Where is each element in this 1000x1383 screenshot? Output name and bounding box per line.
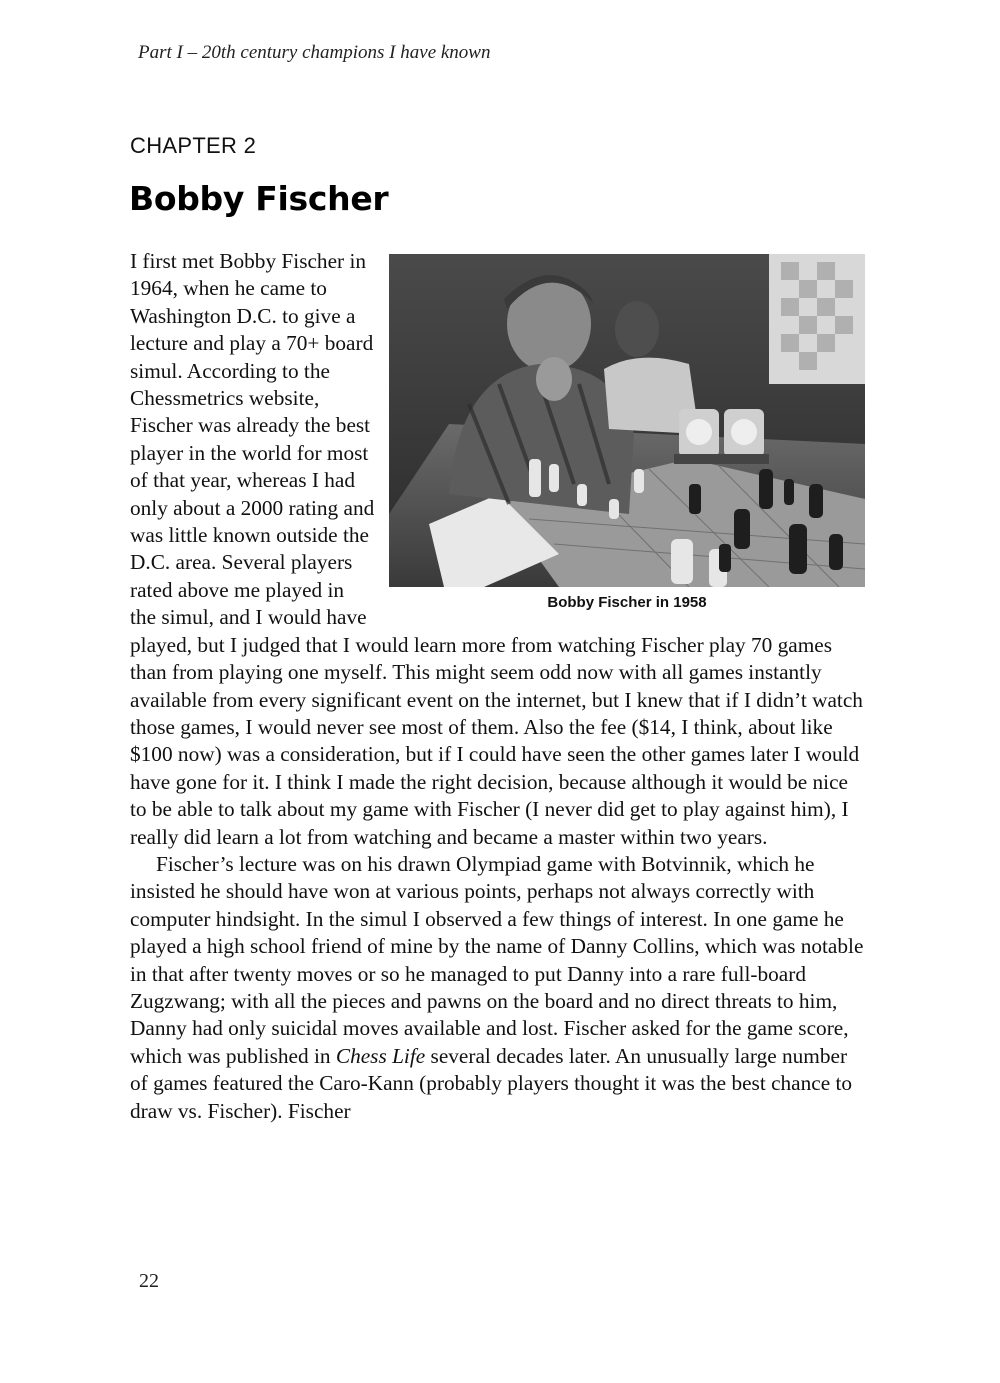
paragraph-2-text-a: Fischer’s lecture was on his drawn Olympiad game with Botvinnik, which he insisted he should have won at various points, perhaps not always correctly with computer hindsight. In the simul I observed a few things of interest. In one game he played a high school friend of mine by the name of Danny Collins, which was notable in that after twenty moves or so he managed to put Danny into a rare full-board Zugzwang; with all the pieces and pawns on the board and no direct threats to him, Danny had only suicidal moves available and lost. Fischer asked for the game score, which was published in <box>130 851 864 1068</box>
page-number: 22 <box>139 1270 159 1292</box>
chapter-title: Bobby Fischer <box>129 179 389 218</box>
paragraph-2 <box>130 851 865 1125</box>
paragraph-2-text-b: several decades later. An unusually large number of games featured the Caro-Kann (probably players thought it was the best chance to draw vs. Fischer). Fischer <box>130 1043 853 1123</box>
paragraph-1: I first met Bobby Fischer in 1964, when he came to Washington D.C. to give a lecture and play a 70+ board simul. According to the Chessmetrics website, Fischer was already the best player in the world for most of that year, whereas I had only about a 2000 rating and was little known outside the D.C. area. Several players rated above me played in the simul, and I would have played, but I judged that I would learn more from watching Fischer play 70 games than from playing one myself. This might seem odd now with all games instantly available from every significant event on the internet, but I knew that if I didn’t watch those games, I would never see most of them. Also the fee ($14, I think, about like $100 now) was a consideration, but if I could have seen the other games later I would have gone for it. I think I made the right decision, because although it would be nice to be able to talk about my game with Fischer (I never did get to play against him), I really did learn a lot from watching and became a master within two years. <box>130 249 863 849</box>
body-text <box>130 248 865 1125</box>
publication-title: Chess Life <box>335 1043 426 1068</box>
chess-photo <box>389 254 865 587</box>
photo-caption: Bobby Fischer in 1958 <box>547 594 707 611</box>
photo-figure <box>389 254 865 611</box>
chapter-label: CHAPTER 2 <box>130 133 257 158</box>
running-head: Part I – 20th century champions I have known <box>138 42 491 63</box>
